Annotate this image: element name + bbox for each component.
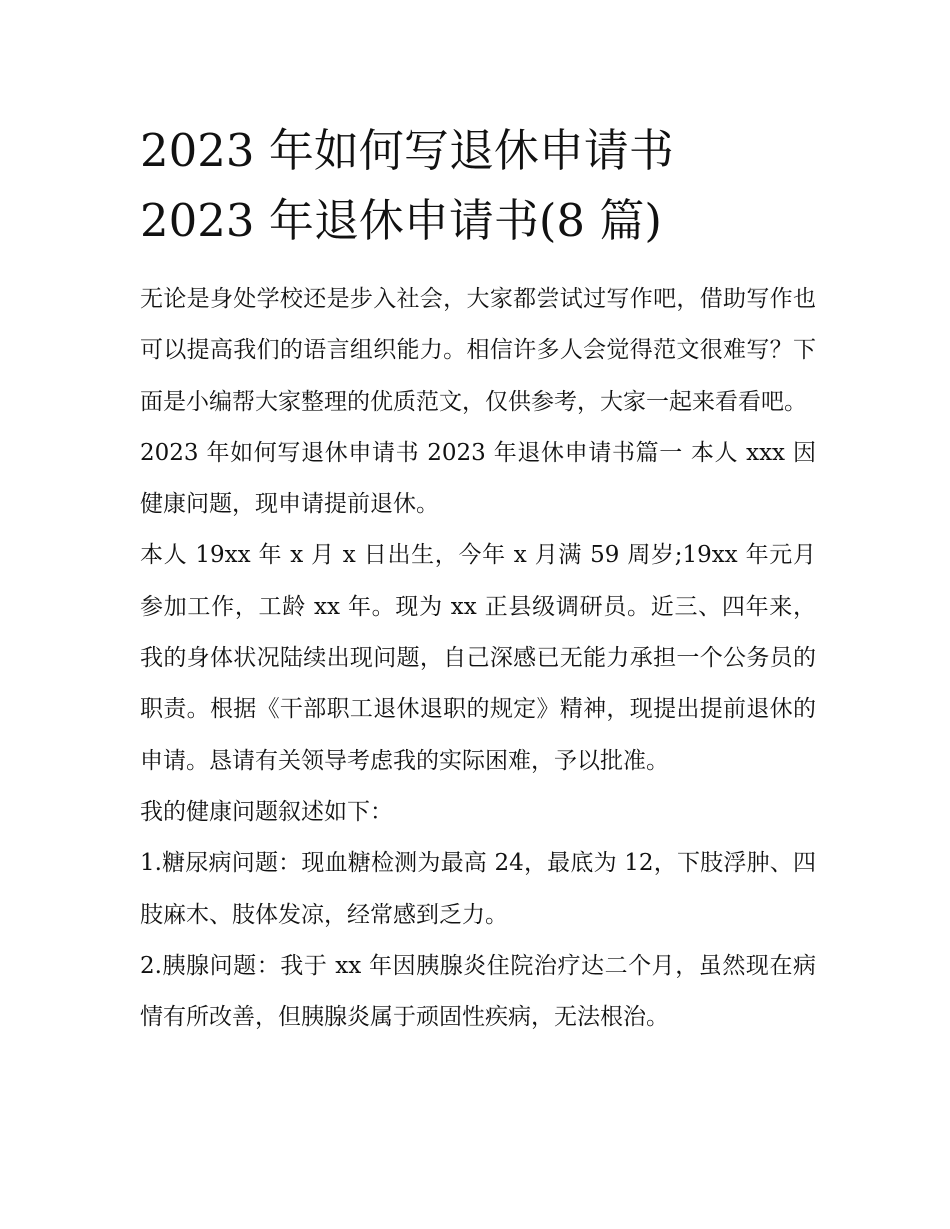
document-page [140, 116, 816, 1043]
title-line-1: 2023 年如何写退休申请书 [140, 124, 674, 177]
document-body [140, 274, 816, 1043]
document-title [140, 116, 816, 256]
paragraph-health-intro: 我的健康问题叙述如下： [140, 798, 393, 825]
paragraph-pancreas: 2.胰腺问题：我于 xx 年因胰腺炎住院治疗达二个月，虽然现在病情有所改善，但胰腺炎属于顽固性疾病，无法根治。 [140, 952, 816, 1031]
paragraph-heading-1: 2023 年如何写退休申请书 2023 年退休申请书篇一 本人 xxx 因健康问题，现申请提前退休。 [140, 439, 816, 518]
paragraph-intro: 无论是身处学校还是步入社会，大家都尝试过写作吧，借助写作也可以提高我们的语言组织能力。相信许多人会觉得范文很难写？下面是小编帮大家整理的优质范文，仅供参考，大家一起来看看吧。 [140, 286, 816, 415]
paragraph-background: 本人 19xx 年 x 月 x 日出生，今年 x 月满 59 周岁;19xx 年元月参加工作，工龄 xx 年。现为 xx 正县级调研员。近三、四年来，我的身体状况陆续出现问题，自己深感已无能力承担一个公务员的职责。根据《干部职工退休退职的规定》精神，现提出提前退休的申请。恳请有关领导考虑我的实际困难，予以批准。 [140, 542, 816, 774]
paragraph-diabetes: 1.糖尿病问题：现血糖检测为最高 24，最底为 12，下肢浮肿、四肢麻木、肢体发凉，经常感到乏力。 [140, 850, 816, 928]
title-line-2: 2023 年退休申请书(8 篇) [140, 194, 662, 247]
